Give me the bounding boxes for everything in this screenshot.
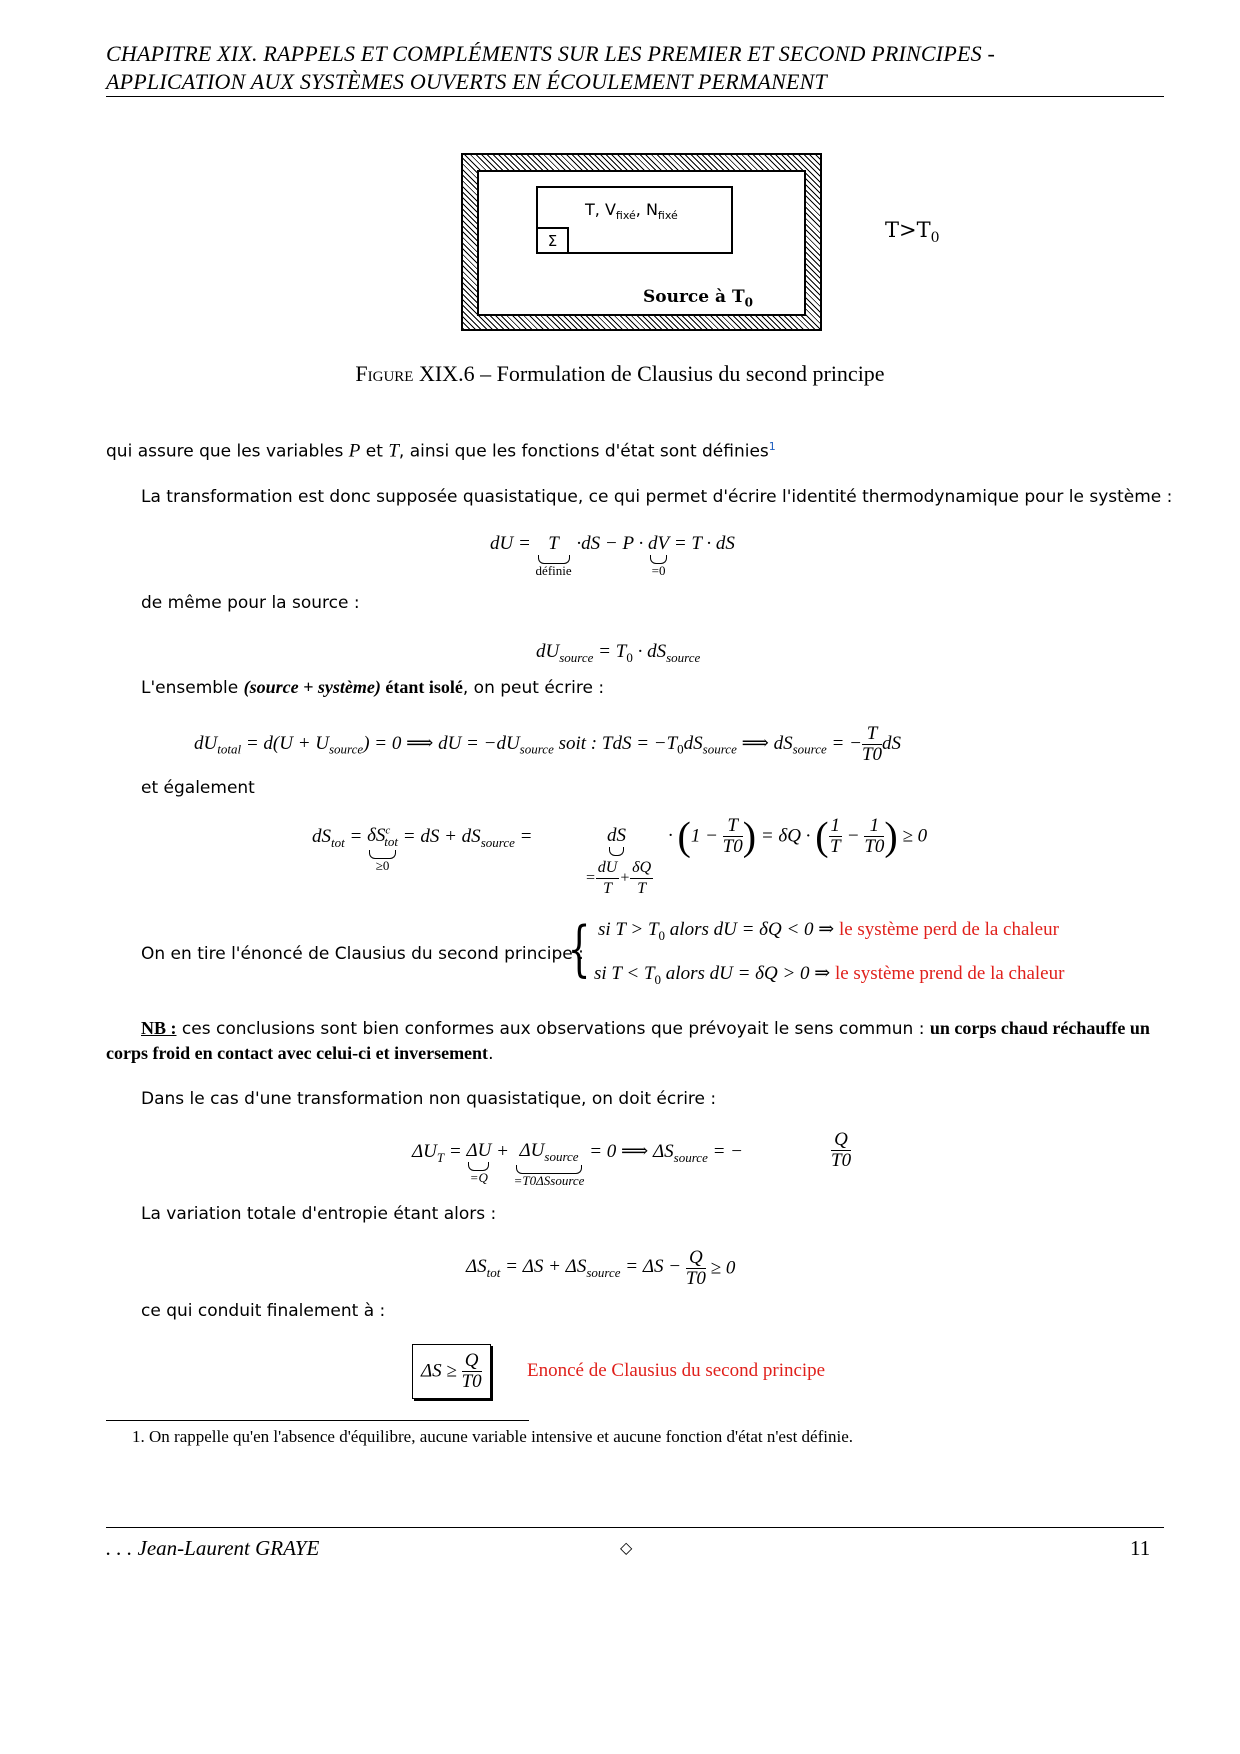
eq4-dS-expansion xyxy=(585,858,653,899)
eq3-c: ) = 0 ⟹ dU = −dU xyxy=(363,732,520,754)
eq6-frac xyxy=(686,1248,706,1289)
footnote-text: On rappelle qu'en l'absence d'équilibre, aucune variable intensive et aucune fonction d'état n'est définie. xyxy=(149,1427,854,1446)
case2-conclusion: le système prend de la chaleur xyxy=(834,963,1065,984)
system-label-N: , N xyxy=(635,200,658,219)
eq1-left: dU = xyxy=(490,533,536,554)
eq4-frac-1-T xyxy=(829,816,843,857)
eq3-e: dS xyxy=(683,732,703,754)
eq5-dU: ΔU xyxy=(466,1140,492,1161)
eq4-frac-1-T0 xyxy=(864,816,884,857)
case1-math2: alors dU = δQ < 0 ⇒ xyxy=(665,919,839,940)
eq4-underbrace-entropy-created xyxy=(367,825,398,873)
eq3-frac-den: T0 xyxy=(861,744,883,765)
footer-author: . . . Jean-Laurent GRAYE xyxy=(106,1536,320,1560)
eq4-frac-dU-den: T xyxy=(603,880,613,897)
equation-2 xyxy=(536,641,700,666)
equation-1 xyxy=(490,533,735,578)
eq1-dV-label: =0 xyxy=(651,563,666,578)
eq6-sub-tot: tot xyxy=(486,1264,501,1280)
boxed-label: Enoncé de Clausius du second principe xyxy=(527,1360,826,1381)
eq4-b: = xyxy=(344,826,368,847)
footer-diamond-icon: ◇ xyxy=(620,1538,633,1557)
eq4-sub-tot-2: tot xyxy=(384,834,399,850)
eq2-sub-source-2: source xyxy=(666,649,701,665)
eq3-f: ⟹ dS xyxy=(736,732,793,754)
boxed-frac xyxy=(462,1351,482,1392)
footnote-1 xyxy=(132,1427,853,1447)
case2-math2: alors dU = δQ > 0 ⇒ xyxy=(661,963,835,984)
eq4-f: · xyxy=(668,824,678,846)
eq1-underbrace-T xyxy=(536,533,572,578)
case1-sub-0: 0 xyxy=(658,927,666,943)
eq5-c: = 0 ⟹ ΔS xyxy=(584,1141,674,1162)
source-label-sub: 0 xyxy=(744,295,753,310)
header-line-1: CHAPITRE XIX. RAPPELS ET COMPLÉMENTS SUR LES PREMIER ET SECOND PRINCIPES - xyxy=(106,41,996,66)
eq3-fraction xyxy=(862,724,882,765)
eq4-frac-T-den: T0 xyxy=(722,836,743,857)
paragraph-8: ce qui conduit finalement à : xyxy=(141,1301,386,1321)
eq5-dU-label: =Q xyxy=(469,1170,488,1185)
header-line-2: APPLICATION AUX SYSTÈMES OUVERTS EN ÉCOULEMENT PERMANENT xyxy=(106,69,827,94)
eq5-sub-source-2: source xyxy=(673,1149,708,1165)
eq1-T-label: définie xyxy=(535,563,572,578)
boxed-frac-den: T0 xyxy=(461,1371,482,1392)
p1-text-b: et xyxy=(360,441,389,462)
eq4-frac-1b-den: T0 xyxy=(864,836,885,857)
eq4-expansion-plus: + xyxy=(619,869,631,887)
eq3-sub-source-4: source xyxy=(792,741,827,757)
p4-text-d: , on peut écrire : xyxy=(462,678,605,698)
eq4-d: = dS + dS xyxy=(398,826,481,847)
eq4-g: = δQ · xyxy=(756,825,816,847)
clausius-case-2 xyxy=(594,962,1064,988)
eq3-sub-source-2: source xyxy=(519,741,554,757)
eq5-d: = − xyxy=(707,1141,744,1162)
eq4-minus: − xyxy=(842,825,865,847)
side-label-sub: 0 xyxy=(930,230,940,247)
figure-source-label xyxy=(643,287,753,309)
p4-text-a: L'ensemble xyxy=(141,678,244,698)
eq2-sub-0: 0 xyxy=(626,649,633,665)
side-label-text: T>T xyxy=(885,218,931,242)
boxed-a: ΔS ≥ xyxy=(421,1360,462,1382)
eq5-sub-T: T xyxy=(436,1149,445,1165)
running-header xyxy=(106,40,995,96)
eq4-frac-1b-num: 1 xyxy=(864,816,884,837)
clausius-intro: On en tire l'énoncé de Clausius du second principe : xyxy=(141,944,584,964)
paragraph-1 xyxy=(106,440,776,463)
boxed-frac-num: Q xyxy=(462,1351,482,1372)
eq4-frac-1-den: T xyxy=(829,836,841,857)
eq6-c: = ΔS − xyxy=(620,1256,686,1278)
caption-text: – Formulation de Clausius du second principe xyxy=(474,361,885,386)
eq4-frac-dQ-num: δQ xyxy=(630,858,653,879)
system-label-T: T, V xyxy=(585,200,616,219)
eq3-frac-num: T xyxy=(862,724,882,745)
eq1-right: = T · dS xyxy=(669,533,735,554)
eq3-sub-0: 0 xyxy=(677,741,684,757)
eq4-sub-source: source xyxy=(480,834,515,850)
eq4-frac-dU-num: dU xyxy=(596,858,620,879)
nb-bold-2: corps froid en contact avec celui-ci et inversement xyxy=(106,1043,489,1063)
eq5-dUs-label: =T0ΔSsource xyxy=(513,1172,585,1188)
equation-4 xyxy=(312,825,532,873)
case2-math: si T < T xyxy=(594,963,655,984)
footer-page-number: 11 xyxy=(1130,1536,1151,1560)
eq4-frac-dU xyxy=(596,858,620,899)
eq4-frac-1-num: 1 xyxy=(830,815,841,836)
eq3-h: dS xyxy=(882,732,902,754)
nb-text: ces conclusions sont bien conformes aux observations que prévoyait le sens commun : xyxy=(176,1019,930,1039)
eq5-a: ΔU xyxy=(412,1141,437,1162)
eq5-fraction xyxy=(831,1130,851,1171)
eq5-frac-den: T0 xyxy=(831,1150,852,1171)
footnote-rule xyxy=(106,1420,529,1421)
nb-bold-1: un corps chaud réchauffe un xyxy=(929,1018,1150,1038)
eq5-underbrace-dU xyxy=(466,1140,491,1185)
eq6-a: ΔS xyxy=(466,1256,487,1278)
equation-3 xyxy=(194,724,901,765)
paragraph-6: Dans le cas d'une transformation non quasistatique, on doit écrire : xyxy=(141,1089,717,1109)
eq1-dV: dV xyxy=(647,533,670,554)
eq6-frac-den: T0 xyxy=(685,1268,706,1289)
eq5-b: = xyxy=(444,1141,467,1162)
equation-6 xyxy=(466,1248,735,1289)
eq4-frac-dQ-den: T xyxy=(637,880,647,897)
p1-text-a: qui assure que les variables xyxy=(106,441,349,462)
source-label-text: Source à T xyxy=(643,287,745,307)
p4-bold: étant isolé xyxy=(380,677,463,697)
footnote-ref-1[interactable]: 1 xyxy=(768,440,776,453)
paragraph-3: de même pour la source : xyxy=(141,593,360,613)
nb-paragraph xyxy=(106,1016,1164,1066)
eq1-underbrace-dV xyxy=(648,533,669,578)
boxed-clausius-inequality xyxy=(412,1344,491,1399)
system-label-sub-n: fixé xyxy=(657,209,678,223)
eq3-d: soit : TdS = −T xyxy=(553,732,678,754)
eq2-mid: = T xyxy=(593,641,627,662)
paragraph-2: La transformation est donc supposée quasistatique, ce qui permet d'écrire l'identité thermodynamique pour le système : xyxy=(141,487,1173,507)
eq6-b: = ΔS + ΔS xyxy=(500,1256,587,1278)
eq4-sup-c: c xyxy=(385,825,391,837)
eq6-frac-num: Q xyxy=(686,1248,706,1269)
eq4-frac-T-T0 xyxy=(723,816,743,857)
eq5-frac-num: Q xyxy=(831,1130,851,1151)
caption-prefix: Figure XIX.6 xyxy=(355,361,475,386)
figure-caption xyxy=(0,361,1240,387)
eq5-underbrace-dUs xyxy=(514,1140,585,1188)
eq4-h: ≥ 0 xyxy=(897,825,928,847)
eq4-one-minus: 1 − xyxy=(690,825,723,847)
footnote-number: 1. xyxy=(132,1427,145,1446)
eq5-sub-source: source xyxy=(544,1148,579,1164)
eq1-T: T xyxy=(548,533,559,554)
left-curly-brace: { xyxy=(567,914,591,984)
eq3-g: = − xyxy=(826,732,862,754)
system-label-sub-v: fixé xyxy=(615,209,636,223)
eq3-a: dU xyxy=(194,732,218,754)
figure-system-label xyxy=(585,200,678,222)
paragraph-4 xyxy=(141,677,604,698)
eq4-sub-tot: tot xyxy=(331,834,345,850)
eq4-right-part: · (1 − $\frac{T}{T0}$ ) = δQ · ( $\frac{1}{T}$ − $\frac{1}{T0}$ ) ≥ 0 xyxy=(668,813,928,859)
eq4-dS2: dS xyxy=(607,825,626,846)
eq4-ge0-label: ≥0 xyxy=(375,858,390,874)
eq6-d: ≥ 0 xyxy=(705,1257,736,1279)
eq4-e: = xyxy=(514,826,533,847)
eq4-underbrace-dS xyxy=(607,825,626,856)
equation-5 xyxy=(412,1140,743,1188)
eq4-a: dS xyxy=(312,826,331,847)
eq2-end: · dS xyxy=(632,641,667,662)
case1-math: si T > T xyxy=(598,919,659,940)
case2-sub-0: 0 xyxy=(654,971,662,987)
p1-text-c: , ainsi que les fonctions d'état sont définies xyxy=(398,441,769,462)
p1-var-P: P xyxy=(348,440,361,462)
footer-rule xyxy=(106,1527,1164,1528)
paragraph-5: et également xyxy=(141,778,255,798)
eq2-sub-source-1: source xyxy=(559,649,594,665)
eq6-sub-source: source xyxy=(586,1264,621,1280)
figure-sigma-box xyxy=(536,227,569,254)
nb-end: . xyxy=(488,1044,494,1064)
sigma-label: Σ xyxy=(547,232,558,250)
eq3-sub-source-1: source xyxy=(329,741,364,757)
paragraph-7: La variation totale d'entropie étant alors : xyxy=(141,1204,497,1224)
eq4-deltaS: δS xyxy=(367,825,386,847)
eq4-frac-dQ xyxy=(630,858,653,899)
eq3-sub-source-3: source xyxy=(702,741,737,757)
eq2-dU: dU xyxy=(536,641,560,662)
p1-var-T: T xyxy=(388,440,399,462)
eq4-expansion-eq: = xyxy=(585,869,596,887)
clausius-case-1 xyxy=(598,918,1059,944)
header-rule xyxy=(106,96,1164,97)
eq3-b: = d(U + U xyxy=(241,732,329,754)
eq4-dS-brace xyxy=(607,825,626,856)
figure-side-label xyxy=(885,218,940,246)
p4-bold-italic: (source + système) xyxy=(243,677,381,697)
eq1-mid: ·dS − P · xyxy=(571,533,648,554)
eq4-frac-T-num: T xyxy=(723,816,743,837)
eq5-frac-Q-T0 xyxy=(831,1130,851,1171)
eq5-dUs: ΔU xyxy=(519,1140,545,1161)
case1-conclusion: le système perd de la chaleur xyxy=(838,919,1059,940)
nb-label: NB : xyxy=(141,1018,177,1038)
eq5-plus: + xyxy=(491,1141,514,1162)
eq3-sub-total: total xyxy=(217,741,242,757)
